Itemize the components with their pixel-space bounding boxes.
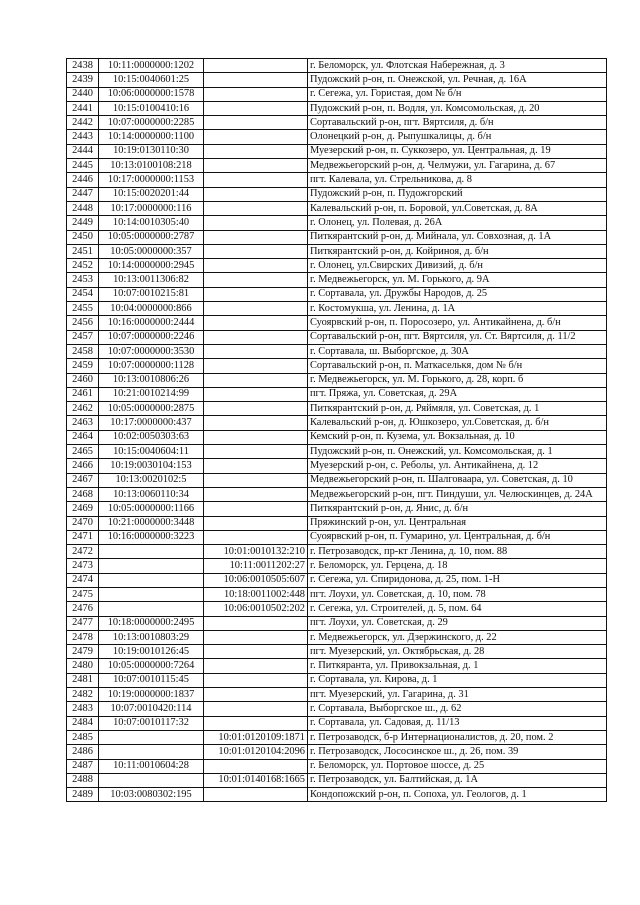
row-number-cell: 2438 xyxy=(67,59,99,73)
cadastral-number-cell: 10:07:0000000:1128 xyxy=(99,359,204,373)
address-cell: г. Сегежа, ул. Спиридонова, д. 25, пом. 1-Н xyxy=(308,573,607,587)
premises-cadastral-number-cell xyxy=(204,788,308,802)
row-number-cell: 2441 xyxy=(67,101,99,115)
premises-cadastral-number-cell xyxy=(204,344,308,358)
address-cell: Пудожский р-он, п. Онежской, ул. Речная, д. 16А xyxy=(308,73,607,87)
table-row xyxy=(67,244,607,258)
cadastral-number-cell: 10:15:0040604:11 xyxy=(99,445,204,459)
premises-cadastral-number-cell xyxy=(204,530,308,544)
table-row xyxy=(67,573,607,587)
premises-cadastral-number-cell xyxy=(204,259,308,273)
address-cell: Муезерский р-он, с. Реболы, ул. Антикайнена, д. 12 xyxy=(308,459,607,473)
cadastral-number-cell xyxy=(99,730,204,744)
table-row xyxy=(67,216,607,230)
row-number-cell: 2485 xyxy=(67,730,99,744)
cadastral-number-cell: 10:06:0000000:1578 xyxy=(99,87,204,101)
cadastral-number-cell: 10:11:0010604:28 xyxy=(99,759,204,773)
row-number-cell: 2475 xyxy=(67,587,99,601)
row-number-cell: 2476 xyxy=(67,602,99,616)
table-row xyxy=(67,373,607,387)
row-number-cell: 2465 xyxy=(67,445,99,459)
cadastral-number-cell: 10:13:0010806:26 xyxy=(99,373,204,387)
cadastral-number-cell: 10:13:0010803:29 xyxy=(99,630,204,644)
address-cell: г. Олонец, ул. Полевая, д. 26А xyxy=(308,216,607,230)
table-row xyxy=(67,616,607,630)
premises-cadastral-number-cell xyxy=(204,487,308,501)
address-cell: пгт. Лоухи, ул. Советская, д. 10, пом. 78 xyxy=(308,587,607,601)
address-cell: г. Петрозаводск, ул. Балтийская, д. 1А xyxy=(308,773,607,787)
address-cell: г. Медвежьегорск, ул. Дзержинского, д. 22 xyxy=(308,630,607,644)
cadastral-number-cell: 10:21:0010214:99 xyxy=(99,387,204,401)
cadastral-number-cell: 10:11:0000000:1202 xyxy=(99,59,204,73)
table-row xyxy=(67,316,607,330)
cadastral-number-cell: 10:14:0010305:40 xyxy=(99,216,204,230)
cadastral-number-cell: 10:07:0010117:32 xyxy=(99,716,204,730)
premises-cadastral-number-cell xyxy=(204,445,308,459)
address-cell: Пряжинский р-он, ул. Центральная xyxy=(308,516,607,530)
row-number-cell: 2455 xyxy=(67,302,99,316)
premises-cadastral-number-cell xyxy=(204,87,308,101)
row-number-cell: 2473 xyxy=(67,559,99,573)
premises-cadastral-number-cell: 10:01:0120109:1871 xyxy=(204,730,308,744)
address-cell: Сортавальский р-он, п. Маткаселькя, дом № б/н xyxy=(308,359,607,373)
cadastral-number-cell xyxy=(99,602,204,616)
table-row xyxy=(67,773,607,787)
premises-cadastral-number-cell xyxy=(204,144,308,158)
premises-cadastral-number-cell xyxy=(204,201,308,215)
address-cell: Медвежьегорский р-он, д. Челмужи, ул. Гагарина, д. 67 xyxy=(308,159,607,173)
table-row xyxy=(67,330,607,344)
cadastral-number-cell: 10:13:0100108:218 xyxy=(99,159,204,173)
row-number-cell: 2484 xyxy=(67,716,99,730)
address-cell: г. Петрозаводск, пр-кт Ленина, д. 10, пом. 88 xyxy=(308,545,607,559)
premises-cadastral-number-cell: 10:11:0011202:27 xyxy=(204,559,308,573)
cadastral-number-cell: 10:16:0000000:2444 xyxy=(99,316,204,330)
table-row xyxy=(67,745,607,759)
row-number-cell: 2468 xyxy=(67,487,99,501)
table-row xyxy=(67,302,607,316)
premises-cadastral-number-cell: 10:01:0120104:2096 xyxy=(204,745,308,759)
cadastral-number-cell: 10:19:0030104:153 xyxy=(99,459,204,473)
row-number-cell: 2461 xyxy=(67,387,99,401)
table-row xyxy=(67,287,607,301)
table-row xyxy=(67,159,607,173)
table-row xyxy=(67,602,607,616)
table-row xyxy=(67,702,607,716)
table-row xyxy=(67,473,607,487)
table-row xyxy=(67,430,607,444)
table-row xyxy=(67,402,607,416)
premises-cadastral-number-cell xyxy=(204,502,308,516)
registry-table-body xyxy=(67,59,607,802)
cadastral-number-cell: 10:07:0000000:2246 xyxy=(99,330,204,344)
cadastral-number-cell xyxy=(99,545,204,559)
address-cell: Сортавальский р-он, пгт. Вяртсиля, д. б/н xyxy=(308,116,607,130)
cadastral-number-cell: 10:03:0080302:195 xyxy=(99,788,204,802)
cadastral-number-cell: 10:04:0000000:866 xyxy=(99,302,204,316)
address-cell: г. Сортавала, ул. Садовая, д. 11/13 xyxy=(308,716,607,730)
cadastral-number-cell: 10:17:0000000:1153 xyxy=(99,173,204,187)
premises-cadastral-number-cell: 10:18:0011002:448 xyxy=(204,587,308,601)
premises-cadastral-number-cell: 10:06:0010502:202 xyxy=(204,602,308,616)
row-number-cell: 2449 xyxy=(67,216,99,230)
address-cell: Суоярвский р-он, п. Гумарино, ул. Центральная, д. б/н xyxy=(308,530,607,544)
address-cell: пгт. Муезерский, ул. Гагарина, д. 31 xyxy=(308,688,607,702)
row-number-cell: 2489 xyxy=(67,788,99,802)
address-cell: г. Петрозаводск, Лососинское ш., д. 26, пом. 39 xyxy=(308,745,607,759)
address-cell: пгт. Муезерский, ул. Октябрьская, д. 28 xyxy=(308,645,607,659)
cadastral-number-cell: 10:07:0000000:3530 xyxy=(99,344,204,358)
row-number-cell: 2472 xyxy=(67,545,99,559)
row-number-cell: 2440 xyxy=(67,87,99,101)
address-cell: г. Беломорск, ул. Флотская Набережная, д. 3 xyxy=(308,59,607,73)
cadastral-number-cell xyxy=(99,573,204,587)
row-number-cell: 2486 xyxy=(67,745,99,759)
premises-cadastral-number-cell xyxy=(204,473,308,487)
cadastral-number-cell: 10:17:0000000:437 xyxy=(99,416,204,430)
address-cell: пгт. Калевала, ул. Стрельникова, д. 8 xyxy=(308,173,607,187)
row-number-cell: 2446 xyxy=(67,173,99,187)
row-number-cell: 2456 xyxy=(67,316,99,330)
table-row xyxy=(67,587,607,601)
cadastral-number-cell: 10:19:0130110:30 xyxy=(99,144,204,158)
table-row xyxy=(67,645,607,659)
table-row xyxy=(67,516,607,530)
table-row xyxy=(67,559,607,573)
row-number-cell: 2469 xyxy=(67,502,99,516)
table-row xyxy=(67,416,607,430)
table-row xyxy=(67,273,607,287)
cadastral-number-cell: 10:07:0000000:2285 xyxy=(99,116,204,130)
table-row xyxy=(67,445,607,459)
cadastral-number-cell: 10:05:0000000:2875 xyxy=(99,402,204,416)
address-cell: Суоярвский р-он, п. Поросозеро, ул. Антикайнена, д. б/н xyxy=(308,316,607,330)
premises-cadastral-number-cell xyxy=(204,302,308,316)
premises-cadastral-number-cell xyxy=(204,187,308,201)
table-row xyxy=(67,673,607,687)
cadastral-number-cell: 10:13:0011306:82 xyxy=(99,273,204,287)
row-number-cell: 2445 xyxy=(67,159,99,173)
address-cell: Олонецкий р-он, д. Рыпушкалицы, д. б/н xyxy=(308,130,607,144)
premises-cadastral-number-cell xyxy=(204,387,308,401)
premises-cadastral-number-cell xyxy=(204,116,308,130)
address-cell: Пудожский р-он, п. Онежский, ул. Комсомольская, д. 1 xyxy=(308,445,607,459)
address-cell: Питкярантский р-он, д. Ряймяля, ул. Советская, д. 1 xyxy=(308,402,607,416)
cadastral-number-cell: 10:15:0020201:44 xyxy=(99,187,204,201)
cadastral-number-cell: 10:13:0020102:5 xyxy=(99,473,204,487)
address-cell: Пудожский р-он, п. Пудожгорский xyxy=(308,187,607,201)
address-cell: г. Олонец, ул.Свирских Дивизий, д. б/н xyxy=(308,259,607,273)
cadastral-number-cell: 10:05:0000000:7264 xyxy=(99,659,204,673)
premises-cadastral-number-cell xyxy=(204,287,308,301)
address-cell: Калевальский р-он, д. Юшкозеро, ул.Советская, д. б/н xyxy=(308,416,607,430)
premises-cadastral-number-cell xyxy=(204,616,308,630)
row-number-cell: 2478 xyxy=(67,630,99,644)
table-row xyxy=(67,144,607,158)
row-number-cell: 2459 xyxy=(67,359,99,373)
cadastral-number-cell: 10:18:0000000:2495 xyxy=(99,616,204,630)
address-cell: Медвежьегорский р-он, пгт. Пиндуши, ул. Челюскинцев, д. 24А xyxy=(308,487,607,501)
cadastral-number-cell xyxy=(99,587,204,601)
table-row xyxy=(67,502,607,516)
table-row xyxy=(67,487,607,501)
table-row xyxy=(67,187,607,201)
premises-cadastral-number-cell: 10:06:0010505:607 xyxy=(204,573,308,587)
row-number-cell: 2443 xyxy=(67,130,99,144)
address-cell: г. Питкяранта, ул. Привокзальная, д. 1 xyxy=(308,659,607,673)
table-row xyxy=(67,730,607,744)
row-number-cell: 2487 xyxy=(67,759,99,773)
premises-cadastral-number-cell xyxy=(204,359,308,373)
row-number-cell: 2463 xyxy=(67,416,99,430)
premises-cadastral-number-cell: 10:01:0140168:1665 xyxy=(204,773,308,787)
cadastral-number-cell: 10:21:0000000:3448 xyxy=(99,516,204,530)
premises-cadastral-number-cell xyxy=(204,430,308,444)
table-row xyxy=(67,359,607,373)
cadastral-number-cell: 10:05:0000000:2787 xyxy=(99,230,204,244)
row-number-cell: 2479 xyxy=(67,645,99,659)
row-number-cell: 2471 xyxy=(67,530,99,544)
cadastral-number-cell xyxy=(99,559,204,573)
row-number-cell: 2452 xyxy=(67,259,99,273)
row-number-cell: 2444 xyxy=(67,144,99,158)
row-number-cell: 2457 xyxy=(67,330,99,344)
cadastral-number-cell: 10:19:0010126:45 xyxy=(99,645,204,659)
table-row xyxy=(67,759,607,773)
row-number-cell: 2470 xyxy=(67,516,99,530)
table-row xyxy=(67,201,607,215)
table-row xyxy=(67,259,607,273)
address-cell: Сортавальский р-он, пгт. Вяртсиля, ул. Ст. Вяртсиля, д. 11/2 xyxy=(308,330,607,344)
premises-cadastral-number-cell xyxy=(204,688,308,702)
row-number-cell: 2467 xyxy=(67,473,99,487)
cadastral-number-cell: 10:07:0010420:114 xyxy=(99,702,204,716)
premises-cadastral-number-cell xyxy=(204,316,308,330)
table-row xyxy=(67,716,607,730)
row-number-cell: 2450 xyxy=(67,230,99,244)
row-number-cell: 2466 xyxy=(67,459,99,473)
premises-cadastral-number-cell xyxy=(204,759,308,773)
address-cell: пгт. Лоухи, ул. Советская, д. 29 xyxy=(308,616,607,630)
row-number-cell: 2439 xyxy=(67,73,99,87)
premises-cadastral-number-cell xyxy=(204,101,308,115)
registry-sheet xyxy=(66,58,606,802)
address-cell: г. Сегежа, ул. Гористая, дом № б/н xyxy=(308,87,607,101)
premises-cadastral-number-cell xyxy=(204,273,308,287)
cadastral-number-cell: 10:17:0000000:116 xyxy=(99,201,204,215)
premises-cadastral-number-cell xyxy=(204,130,308,144)
premises-cadastral-number-cell xyxy=(204,716,308,730)
table-row xyxy=(67,73,607,87)
cadastral-number-cell: 10:19:0000000:1837 xyxy=(99,688,204,702)
cadastral-number-cell: 10:14:0000000:2945 xyxy=(99,259,204,273)
address-cell: Калевальский р-он, п. Боровой, ул.Советская, д. 8А xyxy=(308,201,607,215)
premises-cadastral-number-cell xyxy=(204,659,308,673)
row-number-cell: 2464 xyxy=(67,430,99,444)
row-number-cell: 2454 xyxy=(67,287,99,301)
address-cell: г. Сегежа, ул. Строителей, д. 5, пом. 64 xyxy=(308,602,607,616)
premises-cadastral-number-cell xyxy=(204,402,308,416)
address-cell: г. Петрозаводск, б-р Интернационалистов, д. 20, пом. 2 xyxy=(308,730,607,744)
cadastral-number-cell: 10:07:0010215:81 xyxy=(99,287,204,301)
row-number-cell: 2451 xyxy=(67,244,99,258)
row-number-cell: 2483 xyxy=(67,702,99,716)
cadastral-number-cell: 10:16:0000000:3223 xyxy=(99,530,204,544)
address-cell: Питкярантский р-он, д. Койриноя, д. б/н xyxy=(308,244,607,258)
premises-cadastral-number-cell xyxy=(204,159,308,173)
row-number-cell: 2462 xyxy=(67,402,99,416)
premises-cadastral-number-cell xyxy=(204,244,308,258)
cadastral-number-cell xyxy=(99,745,204,759)
row-number-cell: 2442 xyxy=(67,116,99,130)
row-number-cell: 2460 xyxy=(67,373,99,387)
premises-cadastral-number-cell xyxy=(204,216,308,230)
premises-cadastral-number-cell xyxy=(204,416,308,430)
table-row xyxy=(67,87,607,101)
table-row xyxy=(67,688,607,702)
address-cell: г. Сортавала, ш. Выборгское, д. 30А xyxy=(308,344,607,358)
premises-cadastral-number-cell xyxy=(204,516,308,530)
address-cell: Кемский р-он, п. Кузема, ул. Вокзальная, д. 10 xyxy=(308,430,607,444)
table-row xyxy=(67,59,607,73)
premises-cadastral-number-cell xyxy=(204,630,308,644)
row-number-cell: 2482 xyxy=(67,688,99,702)
premises-cadastral-number-cell xyxy=(204,645,308,659)
table-row xyxy=(67,659,607,673)
table-row xyxy=(67,173,607,187)
premises-cadastral-number-cell xyxy=(204,173,308,187)
registry-table xyxy=(66,58,607,802)
row-number-cell: 2453 xyxy=(67,273,99,287)
premises-cadastral-number-cell xyxy=(204,702,308,716)
premises-cadastral-number-cell xyxy=(204,459,308,473)
row-number-cell: 2477 xyxy=(67,616,99,630)
premises-cadastral-number-cell: 10:01:0010132:210 xyxy=(204,545,308,559)
cadastral-number-cell: 10:05:0000000:357 xyxy=(99,244,204,258)
table-row xyxy=(67,545,607,559)
cadastral-number-cell: 10:15:0100410:16 xyxy=(99,101,204,115)
row-number-cell: 2474 xyxy=(67,573,99,587)
address-cell: г. Беломорск, ул. Герцена, д. 18 xyxy=(308,559,607,573)
cadastral-number-cell: 10:14:0000000:1100 xyxy=(99,130,204,144)
address-cell: г. Костомукша, ул. Ленина, д. 1А xyxy=(308,302,607,316)
table-row xyxy=(67,230,607,244)
address-cell: Кондопожский р-он, п. Сопоха, ул. Геологов, д. 1 xyxy=(308,788,607,802)
premises-cadastral-number-cell xyxy=(204,59,308,73)
table-row xyxy=(67,344,607,358)
cadastral-number-cell: 10:13:0060110:34 xyxy=(99,487,204,501)
address-cell: пгт. Пряжа, ул. Советская, д. 29А xyxy=(308,387,607,401)
address-cell: Питкярантский р-он, д. Янис, д. б/н xyxy=(308,502,607,516)
row-number-cell: 2488 xyxy=(67,773,99,787)
cadastral-number-cell xyxy=(99,773,204,787)
premises-cadastral-number-cell xyxy=(204,330,308,344)
address-cell: г. Беломорск, ул. Портовое шоссе, д. 25 xyxy=(308,759,607,773)
table-row xyxy=(67,630,607,644)
address-cell: Пудожский р-он, п. Водля, ул. Комсомольская, д. 20 xyxy=(308,101,607,115)
table-row xyxy=(67,459,607,473)
row-number-cell: 2481 xyxy=(67,673,99,687)
table-row xyxy=(67,387,607,401)
premises-cadastral-number-cell xyxy=(204,673,308,687)
premises-cadastral-number-cell xyxy=(204,230,308,244)
cadastral-number-cell: 10:15:0040601:25 xyxy=(99,73,204,87)
address-cell: г. Сортавала, ул. Кирова, д. 1 xyxy=(308,673,607,687)
table-row xyxy=(67,530,607,544)
cadastral-number-cell: 10:07:0010115:45 xyxy=(99,673,204,687)
row-number-cell: 2480 xyxy=(67,659,99,673)
address-cell: Медвежьегорский р-он, п. Шалговаара, ул. Советская, д. 10 xyxy=(308,473,607,487)
cadastral-number-cell: 10:05:0000000:1166 xyxy=(99,502,204,516)
address-cell: г. Сортавала, ул. Дружбы Народов, д. 25 xyxy=(308,287,607,301)
row-number-cell: 2447 xyxy=(67,187,99,201)
address-cell: г. Медвежьегорск, ул. М. Горького, д. 9А xyxy=(308,273,607,287)
row-number-cell: 2458 xyxy=(67,344,99,358)
row-number-cell: 2448 xyxy=(67,201,99,215)
table-row xyxy=(67,101,607,115)
address-cell: г. Сортавала, Выборгское ш., д. 62 xyxy=(308,702,607,716)
premises-cadastral-number-cell xyxy=(204,373,308,387)
table-row xyxy=(67,116,607,130)
table-row xyxy=(67,130,607,144)
table-row xyxy=(67,788,607,802)
address-cell: Питкярантский р-он, д. Мийнала, ул. Совхозная, д. 1А xyxy=(308,230,607,244)
address-cell: Муезерский р-он, п. Суккозеро, ул. Центральная, д. 19 xyxy=(308,144,607,158)
premises-cadastral-number-cell xyxy=(204,73,308,87)
address-cell: г. Медвежьегорск, ул. М. Горького, д. 28, корп. б xyxy=(308,373,607,387)
cadastral-number-cell: 10:02:0050303:63 xyxy=(99,430,204,444)
